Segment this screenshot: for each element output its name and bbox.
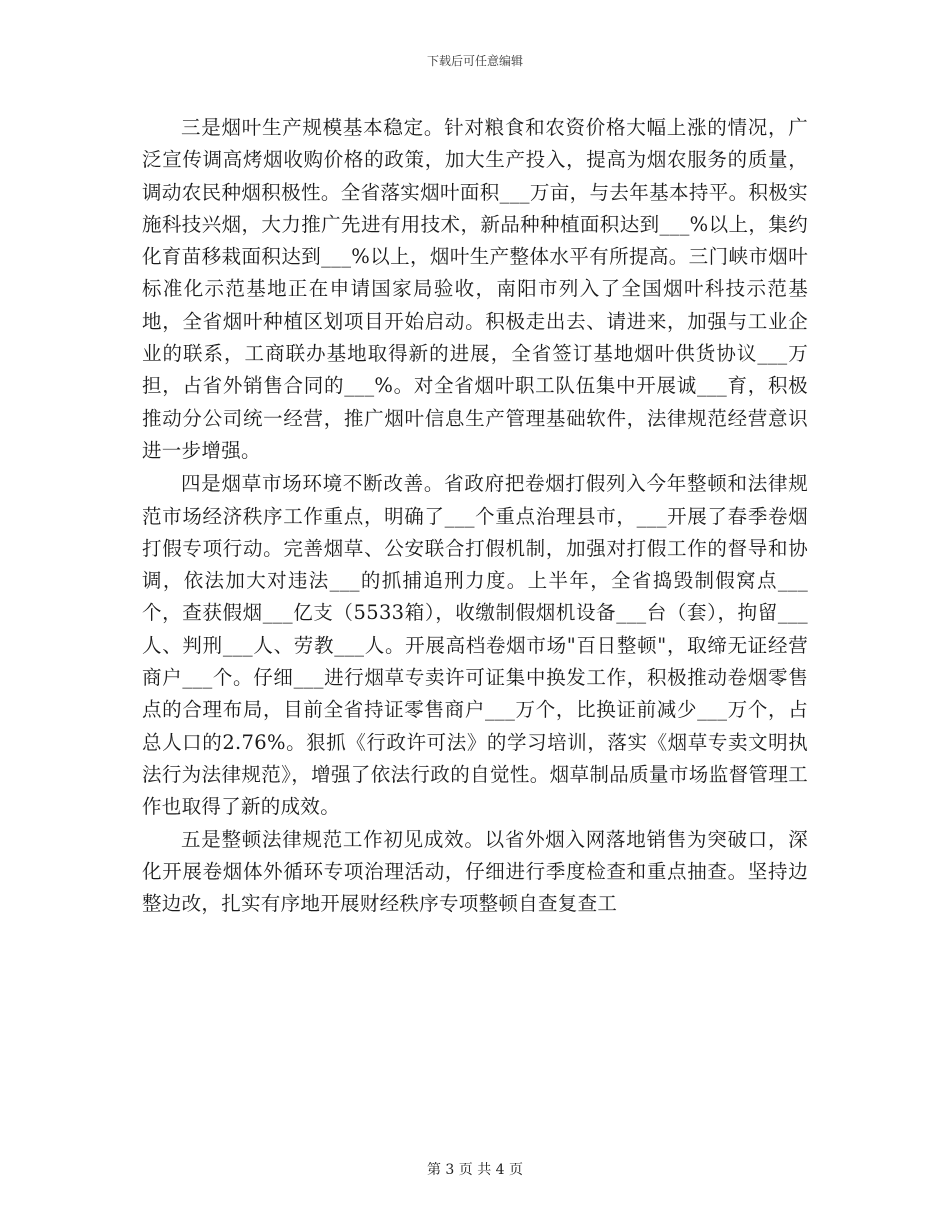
paragraph-market-environment: 四是烟草市场环境不断改善。省政府把卷烟打假列入今年整顿和法律规范市场经济秩序工作重点，明确了___个重点治理县市，___开展了春季卷烟打假专项行动。完善烟草、公安联合打假机制，加强对打假工作的督导和协调，依法加大对违法___的抓捕追刑力度。上半年，全省捣毁制假窝点___个，查获假烟___亿支（5533箱），收缴制假烟机设备___台（套），拘留___人、判刑___人、劳教___人。开展高档卷烟市场"百日整顿"，取缔无证经营商户___个。仔细___进行烟草专卖许可证集中换发工作，积极推动卷烟零售点的合理布局，目前全省持证零售商户___万个，比换证前减少___万个，占总人口的2.76%。狠抓《行政许可法》的学习培训，落实《烟草专卖文明执法行为法律规范》，增强了依法行政的自觉性。烟草制品质量市场监督管理工作也取得了新的成效。 (142, 472, 808, 819)
paragraph-rectification: 五是整顿法律规范工作初见成效。以省外烟入网落地销售为突破口，深化开展卷烟体外循环专项治理活动，仔细进行季度检查和重点抽查。坚持边整边改，扎实有序地开展财经秩序专项整顿自查复查工 (142, 827, 808, 916)
page-number: 第 3 页 共 4 页 (426, 1162, 524, 1178)
paragraph-tobacco-production: 三是烟叶生产规模基本稳定。针对粮食和农资价格大幅上涨的情况，广泛宣传调高烤烟收购价格的政策，加大生产投入，提高为烟农服务的质量，调动农民种烟积极性。全省落实烟叶面积___万亩，与去年基本持平。积极实施科技兴烟，大力推广先进有用技术，新品种种植面积达到___%以上，集约化育苗移栽面积达到___%以上，烟叶生产整体水平有所提高。三门峡市烟叶标准化示范基地正在申请国家局验收，南阳市列入了全国烟叶科技示范基地，全省烟叶种植区划项目开始启动。积极走出去、请进来，加强与工业企业的联系，工商联办基地取得新的进展，全省签订基地烟叶供货协议___万担，占省外销售合同的___%。对全省烟叶职工队伍集中开展诚___育，积极推动分公司统一经营，推广烟叶信息生产管理基础软件，法律规范经营意识进一步增强。 (142, 116, 808, 462)
document-body (142, 112, 808, 920)
page-header-note: 下载后可任意编辑 (426, 54, 523, 68)
